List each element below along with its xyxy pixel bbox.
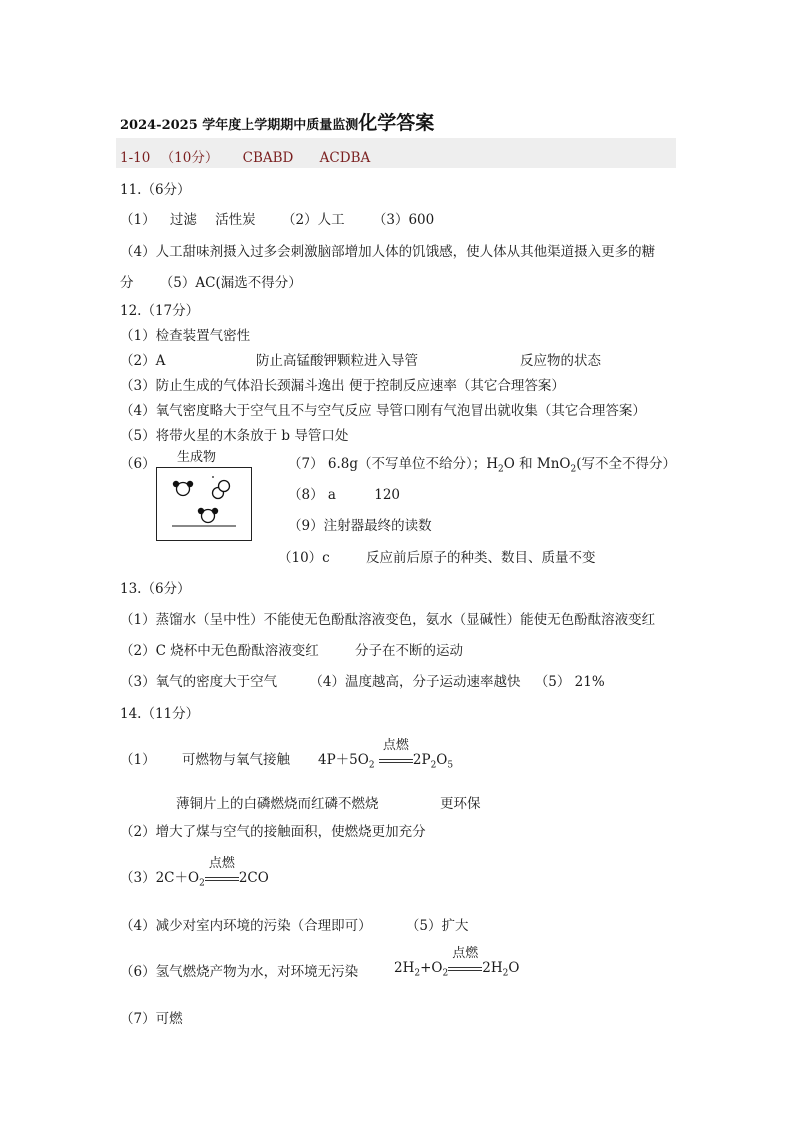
q13-l2-b: 分子在不断的运动 [355,643,464,659]
eq3-condition: 点燃 [208,856,235,871]
q11-l1-a: 过滤 [169,212,197,228]
q1-10-answers-b: ACDBA [319,150,371,166]
eq1-condition: 点燃 [382,738,409,753]
q12-heading: 12.（17分） [120,303,200,319]
q12-line-8 [288,483,400,503]
q12-l8-b: 120 [374,487,401,503]
q14-line-1 [120,748,156,768]
eq1-equals-sign [379,759,413,763]
q1-10-score: （10分） [160,150,219,166]
eq6-r1: 2H [394,960,415,976]
molecule-drawing [157,468,251,540]
eq3-sub: 2 [199,878,205,889]
eq3-condition-arrow [205,856,239,886]
q11-heading: 11.（6分） [120,182,191,198]
q13-l3-a: （3）氧气的密度大于空气 [120,674,278,690]
q14-equation-6 [394,946,520,979]
eq6-condition: 点燃 [452,946,479,961]
q1-10-range: 1-10 [120,150,151,166]
q11-l3-b: （5）AC(漏选不得分） [159,275,302,291]
eq6-r1-sub: 2 [414,968,421,979]
q14-l1b-b: 更环保 [440,796,481,812]
eq1-sub: 2 [368,760,375,771]
q12-line-3: （3）防止生成的气体沿长颈漏斗逸出 便于控制反应速率（其它合理答案） [120,378,565,394]
diagram-label: 生成物 [177,450,217,465]
q14-line-2: （2）增大了煤与空气的接触面积，使燃烧更加充分 [120,824,426,840]
eq1-product-sub-a: 2 [430,760,437,771]
q1-10-line [120,146,370,166]
q11-l1-c: （2）人工 [281,212,345,228]
page-title [120,108,434,135]
eq6-r2-sub: 2 [442,968,449,979]
eq6-equals-sign [448,967,482,971]
q13-heading: 13.（6分） [120,581,191,597]
q13-l3-c: （5） 21% [534,674,605,690]
eq1-product-b: O [436,752,448,768]
q12-line-7 [288,452,676,475]
eq3-product: 2CO [238,870,269,886]
eq1-condition-arrow [379,738,413,768]
eq6-p1: 2H [482,960,503,976]
q1-10-answers-a: CBABD [242,150,294,166]
q12-l7-sub1: 2 [498,464,504,475]
q12-line-2 [120,349,165,369]
q12-line-9: （9）注射器最终的读数 [288,518,432,534]
q14-l3-n: （3） [120,870,156,886]
title-prefix: 2024-2025 学年度上学期期中质量监测 [120,118,359,133]
q14-l1-n: （1） [120,752,156,768]
q13-l2-a: （2）C 烧杯中无色酚酞溶液变红 [120,643,319,659]
q14-line-4 [120,914,468,934]
q11-l1-d: （3）600 [372,212,435,228]
q11-line-2: （4）人工甜味剂摄入过多会刺激脑部增加人体的饥饿感，使人体从其他渠道摄入更多的糖 [120,244,656,260]
eq3-reactants: 2C＋O [155,870,200,886]
q14-line-7: （7）可燃 [120,1011,183,1027]
q12-line-6: （6） [120,456,156,472]
q12-line-4: （4）氧气密度略大于空气且不与空气反应 导管口刚有气泡冒出就收集（其它合理答案） [120,403,646,419]
title-main: 化学答案 [358,112,435,134]
q12-line-1: （1）检查装置气密性 [120,328,251,344]
eq6-p2: O [508,960,520,976]
q12-l2-c: 反应物的状态 [520,353,601,369]
q12-l7-c: O 和 MnO [503,456,571,472]
eq1-product-sub-b: 5 [447,760,454,771]
q12-line-10 [278,546,596,566]
q14-heading: 14.（11分） [120,706,200,722]
q13-line-2 [120,639,463,659]
q14-equation-1 [318,738,454,771]
q12-l7-sub2: 2 [570,464,577,475]
q11-l1-b: 活性炭 [215,212,256,228]
q14-line-3 [120,856,269,889]
q14-line-6: （6）氢气燃烧产物为水，对环境无污染 [120,964,359,980]
q12-l8-a: （8） a [288,487,336,503]
eq6-r2: +O [420,960,443,976]
product-molecule-diagram [156,467,252,541]
q11-l3-a: 分 [120,275,134,291]
q14-l1-a: 可燃物与氧气接触 [182,752,290,768]
q11-line-3 [120,271,302,291]
q14-l4-b: （5）扩大 [405,918,469,934]
q11-l1-n: （1） [120,212,156,228]
q13-line-1: （1）蒸馏水（呈中性）不能使无色酚酞溶液变色，氨水（显碱性）能使无色酚酞溶液变红 [120,612,656,628]
q12-line-5: （5）将带火星的木条放于 b 导管口处 [120,428,349,444]
q13-l3-b: （4）温度越高，分子运动速率越快 [309,674,521,690]
eq1-product-a: 2P [412,752,431,768]
q11-line-1 [120,208,434,228]
eq6-condition-arrow [448,946,482,976]
q14-l4-a: （4）减少对室内环境的污染（合理即可） [120,918,372,934]
q12-l7-a: （7） 6.8g（不写单位不给分）；H [288,456,499,472]
q14-l1b-a: 薄铜片上的白磷燃烧而红磷不燃烧 [176,796,379,812]
q12-l2-a: （2）A [120,353,166,369]
q12-l7-e: (写不全不得分） [576,456,677,472]
q12-l10-b: 反应前后原子的种类、数目、质量不变 [366,550,596,566]
q13-line-3 [120,670,605,690]
q12-l2-b: 防止高锰酸钾颗粒进入导管 [256,353,418,369]
eq3-equals-sign [205,877,239,881]
q12-l10-a: （10）c [278,550,330,566]
eq6-p1-sub: 2 [502,968,509,979]
eq1-reactants: 4P＋5O [318,752,369,768]
